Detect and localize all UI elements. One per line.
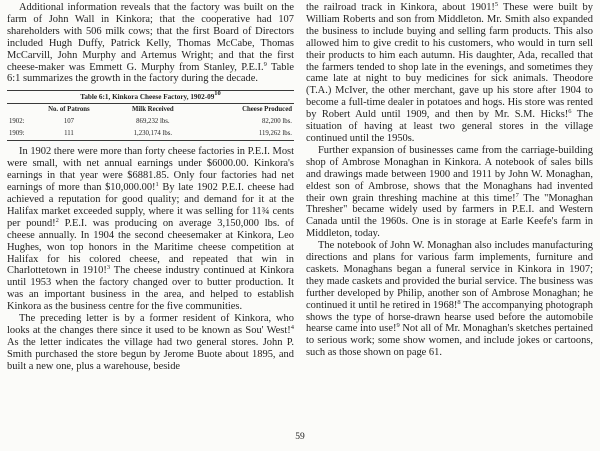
header-year — [7, 104, 27, 116]
cell-cheese: 119,262 lbs. — [258, 130, 292, 138]
paragraph — [306, 2, 593, 145]
paragraph-text: In 1902 there were more than forty cheese factories in P.E.I. Most were small, with net annual earnings under $6000.00. Kinkora's earnings in that year were $6881.85. Only four factories had net earnings of more than $10,000.00! — [7, 146, 294, 194]
cell-cheese: 82,200 lbs. — [261, 118, 292, 126]
footnote-marker: 7 — [515, 191, 519, 199]
paragraph-text: P.E.I. was producing on average 3,150,000 lbs. of cheese annually. In 1904 the second cheesemaker at Kinkora, Leo Hughes, won top honors in the Maritime cheese competition at Halifax for his colored cheese, and repeated that win in Charlottetown in 1910! — [7, 217, 295, 277]
cell-year: 1902: — [9, 118, 25, 126]
header-milk: Milk Received — [132, 106, 174, 114]
paragraph-text: These were built by William Roberts and son from Middleton. Mr. Smith also expanded the business to include buying and selling farm products. This also allowed him to give credit to his customers, who would in turn sell their products to him each autumn. His daughter, Ada, recalled that the farmers tended to shop late in the evenings, and sometimes they came late at night to buy medicines for sick animals. Theodore (T.A.) McIver, the other merchant, gave up his store after 1904 to become a full-time dealer in potatoes and hogs. His store was rented by Robert Auld until 1909, and then by Mr. S.M. Hicks! — [306, 2, 593, 121]
paragraph-text: The cheese industry continued at Kinkora until 1953 when the factory changed over to butter production. It was an important business in the area, and helped to establish Kinkora as the business centre for the five communities. — [7, 265, 294, 313]
paragraph — [306, 145, 593, 240]
table-bottom-rule — [7, 140, 294, 141]
cell-patrons: 107 — [63, 118, 75, 126]
cheese-factory-table — [7, 90, 294, 141]
table-row — [7, 128, 294, 140]
cell-patrons: 111 — [64, 130, 74, 138]
paragraph-text: The situation of having at least two general stores in the village continued until the 1950s. — [306, 109, 593, 144]
paragraph — [7, 2, 294, 85]
paragraph-text: As the letter indicates the village had two general stores. John P. Smith purchased the store begun by Jerome Buote about 1895, and built a new one, plus a warehouse, beside — [7, 336, 294, 372]
footnote-marker: 6 — [568, 108, 572, 116]
paragraph-text: The preceding letter is by a former resident of Kinkora, who looks at the changes there since it used to be known as Sou' West! — [7, 313, 294, 336]
footnote-marker: 4 — [290, 323, 294, 331]
cheese-table — [7, 104, 294, 140]
footnote-marker: 2 — [55, 216, 59, 224]
paragraph — [306, 240, 593, 359]
header-patrons: No. of Patrons — [48, 106, 90, 114]
right-column — [306, 2, 593, 359]
footnote-marker: 1 — [155, 181, 159, 189]
page-number: 59 — [295, 432, 305, 442]
paragraph-text: The "Monaghan Thresher" became widely used by farmers in P.E.I. and Western Canada until the 1960s. One is in storage at Earle Keefe's farm in Middleton, today. — [306, 192, 593, 240]
footnote-marker: 8 — [457, 298, 461, 306]
cell-milk: 1,230,174 lbs. — [133, 130, 173, 138]
table-caption-text: Table 6:1, Kinkora Cheese Factory, 1902-09 — [80, 93, 215, 102]
paragraph-text: Additional information reveals that the factory was built on the farm of John Wall in Kinkora; that the cooperative had 107 shareholders with 506 milk cows; that the first Board of Directors included Hugh Duffy, Patrick Kelly, Thomas McCabe, Thomas McCarvill, John Murphy and Artemus Wright; and that the first cheese-maker was Emmett G. Murphy from Stanley, P.E.I. — [7, 2, 294, 73]
footnote-marker: 5 — [494, 1, 499, 8]
paragraph-text: the railroad track in Kinkora, about 1901! — [306, 2, 495, 13]
paragraph-text: The accompanying photograph shows the type of horse-drawn hearse used before the automobile hearse came into use! — [306, 299, 593, 335]
footnote-marker: 9 — [263, 60, 267, 68]
paragraph-text: The notebook of John W. Monaghan also includes manufacturing directions and plans for various farm implements, furniture and caskets. Monaghans began a funeral service in Kinkora in 1907; they made caskets and provided the burial service. The business was further developed by Philip, another son of Ambrose Monaghan; he continued it until he retired in 1968! — [306, 240, 593, 311]
paragraph — [7, 313, 294, 373]
cell-year: 1909: — [9, 130, 25, 138]
footnote-marker: 9 — [396, 322, 400, 330]
paragraph-text: Further expansion of businesses came from the carriage-building shop of Ambrose Monaghan in Kinkora. A notebook of sales bills and drawings made between 1900 and 1911 by John W. Monaghan, eldest son of Ambrose, shows that the Monaghans had invented their own grain threshing machine at this time! — [306, 144, 593, 204]
left-column — [7, 2, 294, 373]
paragraph-text: Not all of Mr. Monaghan's sketches pertained to serious work; some show women, and include jokes or cartoons, such as those shown on page 61. — [306, 323, 593, 359]
paragraph-text: By late 1902 P.E.I. cheese had achieved a reputation for good quality; and demand for it at the Halifax market exceeded supply, where it was selling for 11¾ cents per pound! — [7, 182, 294, 229]
paragraph-text: Table 6:1 summarizes the growth in the factory during the decade. — [7, 61, 294, 85]
table-row — [7, 116, 294, 128]
cell-milk: 869,232 lbs. — [136, 118, 170, 126]
footnote-marker: 3 — [106, 264, 111, 272]
table-caption — [7, 91, 294, 103]
paragraph — [7, 146, 294, 313]
footnote-marker: 10 — [214, 90, 221, 98]
header-cheese: Cheese Produced — [242, 106, 292, 114]
table-header-row — [7, 104, 294, 116]
